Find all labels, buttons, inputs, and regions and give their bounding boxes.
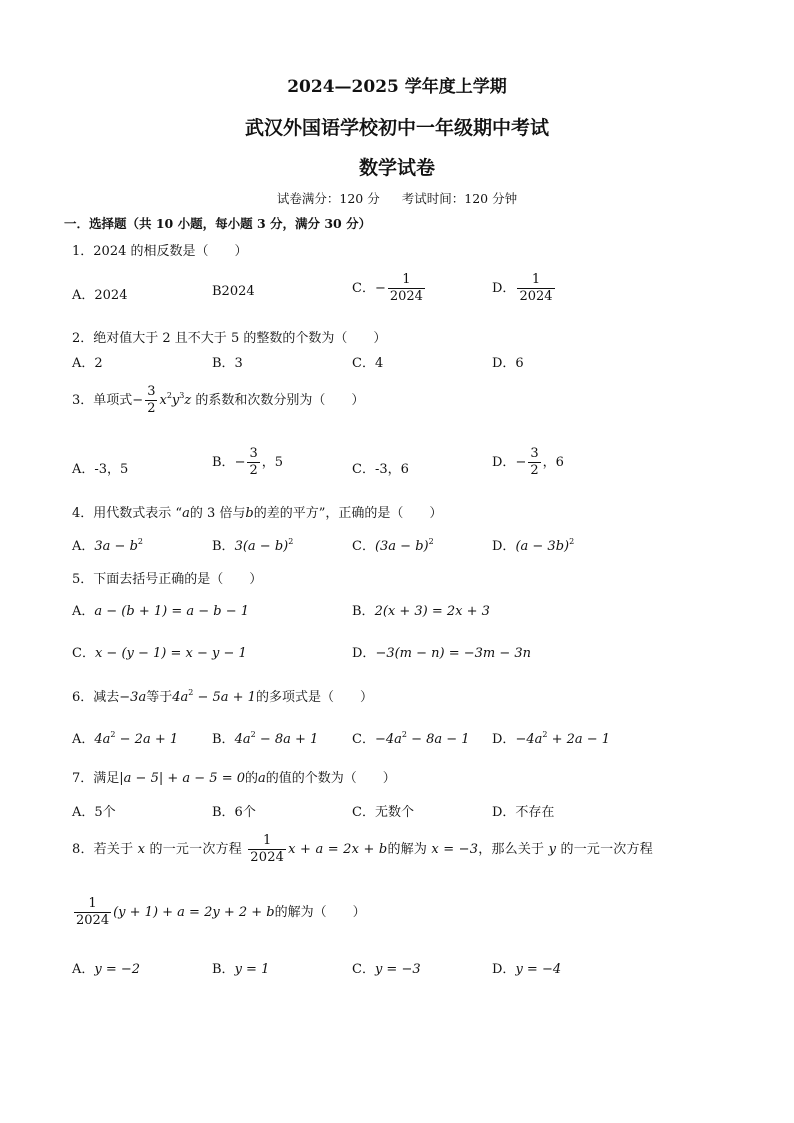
fraction: $\frac{1}{2024}$ bbox=[76, 896, 110, 928]
question-8-stem-line1: 8．若关于 x 的一元一次方程 $\frac{1}{2024}$ x + a = 2x + b的解为 x = −3，那么关于 y 的一元一次方程 bbox=[72, 833, 653, 865]
exam-year-title: 2024—2025 学年度上学期 bbox=[287, 77, 507, 97]
q8-option-c: C．y = −3 bbox=[352, 962, 421, 977]
full-score: 试卷满分：120 分 bbox=[276, 191, 380, 206]
question-3-stem: 3．单项式− $\frac{3}{2}$ $x^2y^3z$ 的系数和次数分别为（ ） bbox=[72, 384, 365, 416]
q7-option-c: C．无数个 bbox=[352, 805, 414, 820]
q3-option-b: B．− $\frac{3}{2}$ ，5 bbox=[212, 446, 284, 478]
question-8-stem-line2: $\frac{1}{2024}$ (y + 1) + a = 2y + 2 + b的解为（ ） bbox=[76, 896, 366, 928]
q2-option-c: C．4 bbox=[352, 356, 384, 371]
q3-option-a: A．-3，5 bbox=[72, 462, 129, 477]
question-2-stem: 2．绝对值大于 2 且不大于 5 的整数的个数为（ ） bbox=[72, 331, 387, 346]
q8-option-b: B．y = 1 bbox=[212, 962, 270, 977]
q5-option-a: A．a − (b + 1) = a − b − 1 bbox=[72, 604, 250, 619]
fraction: $\frac{3}{2}$ bbox=[147, 384, 156, 416]
q1-option-c: C．− $\frac{1}{2024}$ bbox=[352, 272, 423, 304]
q4-option-a: A．$3a - b^2$ bbox=[72, 537, 143, 554]
q2-option-a: A．2 bbox=[72, 356, 103, 371]
q2-option-d: D．6 bbox=[492, 356, 524, 371]
q5-option-c: C．x − (y − 1) = x − y − 1 bbox=[72, 646, 247, 661]
q8-option-d: D．y = −4 bbox=[492, 962, 562, 977]
q6-option-a: A．$4a^2 - 2a + 1$ bbox=[72, 730, 179, 747]
q4-option-b: B．$3(a - b)^2$ bbox=[212, 537, 294, 554]
exam-time: 考试时间：120 分钟 bbox=[401, 191, 518, 206]
fraction: $\frac{1}{2024}$ bbox=[389, 272, 423, 304]
q7-option-b: B．6个 bbox=[212, 805, 256, 820]
fraction: $\frac{3}{2}$ bbox=[530, 446, 539, 478]
q4-option-d: D．$(a - 3b)^2$ bbox=[492, 537, 575, 554]
q5-option-d: D．−3(m − n) = −3m − 3n bbox=[352, 646, 532, 661]
question-1-stem: 1．2024 的相反数是（ ） bbox=[72, 244, 248, 259]
q1-option-b: B2024 bbox=[212, 284, 255, 299]
q8-option-a: A．y = −2 bbox=[72, 962, 141, 977]
q3-option-d: D．− $\frac{3}{2}$ ，6 bbox=[492, 446, 564, 478]
q1-option-a: A．2024 bbox=[72, 288, 128, 303]
question-5-stem: 5．下面去括号正确的是（ ） bbox=[72, 572, 263, 587]
fraction: $\frac{3}{2}$ bbox=[249, 446, 258, 478]
q3-option-c: C．-3，6 bbox=[352, 462, 409, 477]
exam-school-title: 武汉外国语学校初中一年级期中考试 bbox=[244, 117, 549, 139]
question-6-stem: 6．减去−3a等于$4a^2 - 5a + 1$的多项式是（ ） bbox=[72, 688, 373, 705]
q6-option-c: C．$-4a^2 - 8a - 1$ bbox=[352, 730, 470, 747]
q7-option-d: D．不存在 bbox=[492, 805, 555, 820]
q1-option-d: D． $\frac{1}{2024}$ bbox=[492, 272, 553, 304]
q7-option-a: A．5个 bbox=[72, 805, 116, 820]
q6-option-b: B．$4a^2 - 8a + 1$ bbox=[212, 730, 319, 747]
fraction: $\frac{1}{2024}$ bbox=[519, 272, 553, 304]
q4-option-c: C．$(3a - b)^2$ bbox=[352, 537, 434, 554]
question-4-stem: 4．用代数式表示 “a的 3 倍与b的差的平方”，正确的是（ ） bbox=[72, 506, 443, 521]
exam-info bbox=[0, 189, 794, 207]
q2-option-b: B．3 bbox=[212, 356, 243, 371]
q6-option-d: D．$-4a^2 + 2a - 1$ bbox=[492, 730, 611, 747]
question-7-stem: 7．满足|a − 5| + a − 5 = 0的a的值的个数为（ ） bbox=[72, 771, 396, 786]
q5-option-b: B．2(x + 3) = 2x + 3 bbox=[352, 604, 490, 619]
exam-subject-title: 数学试卷 bbox=[358, 157, 435, 179]
section-heading: 一．选择题（共 10 小题，每小题 3 分，满分 30 分） bbox=[64, 216, 372, 231]
fraction: $\frac{1}{2024}$ bbox=[250, 833, 285, 865]
